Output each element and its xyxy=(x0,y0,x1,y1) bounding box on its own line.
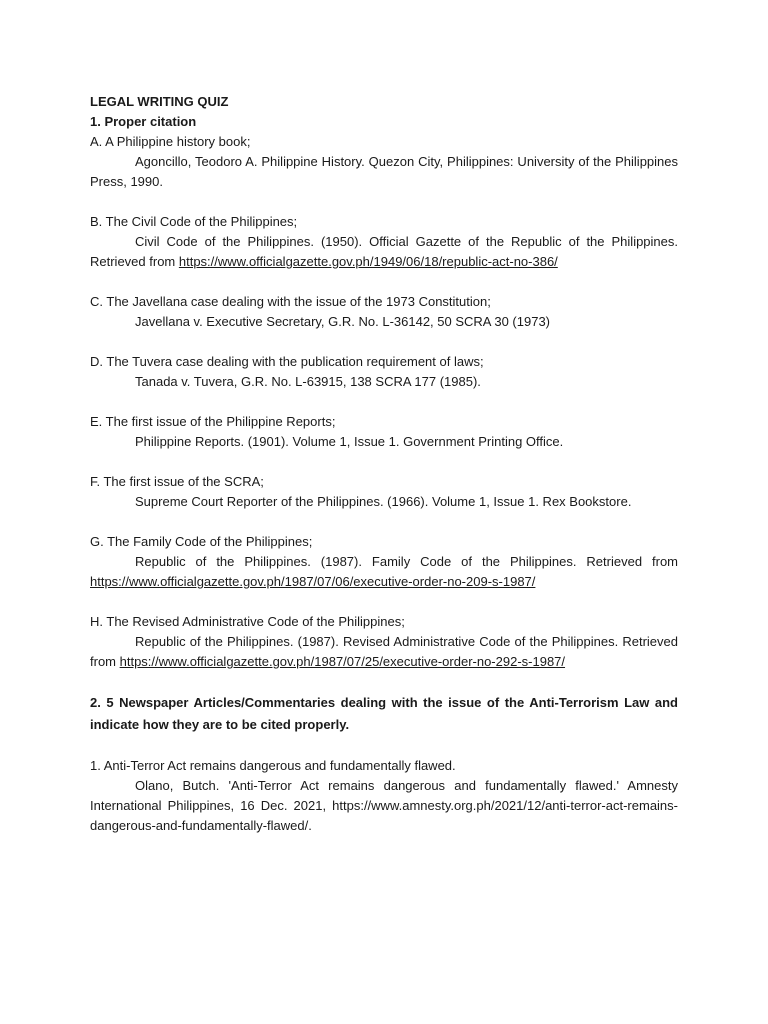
citation-text xyxy=(90,232,678,272)
item-label: A. A Philippine history book; xyxy=(90,134,251,149)
article-item-1 xyxy=(90,756,678,836)
citation-item-c xyxy=(90,292,678,332)
citation-item-d xyxy=(90,352,678,392)
item-label: E. The first issue of the Philippine Reports; xyxy=(90,414,336,429)
item-label: B. The Civil Code of the Philippines; xyxy=(90,214,298,229)
citation-text xyxy=(90,552,678,592)
citation-item-a xyxy=(90,132,678,192)
citation-text xyxy=(90,492,678,512)
citation-body: Javellana v. Executive Secretary, G.R. No. L-36142, 50 SCRA 30 (1973) xyxy=(135,314,551,329)
citation-text xyxy=(90,372,678,392)
section1-heading: 1. Proper citation xyxy=(90,114,197,129)
item-label: F. The first issue of the SCRA; xyxy=(90,474,264,489)
document-title: LEGAL WRITING QUIZ xyxy=(90,94,229,109)
citation-item-f xyxy=(90,472,678,512)
citation-body: Olano, Butch. 'Anti-Terror Act remains dangerous and fundamentally flawed.' Amnesty International Philippines, 16 Dec. 2021, https://www.amnesty.org.ph/2021/12/anti-terror-act-remains-dangerous-and-fundamentally-flawed/. xyxy=(90,778,678,833)
citation-item-h xyxy=(90,612,678,672)
item-label: C. The Javellana case dealing with the issue of the 1973 Constitution; xyxy=(90,294,491,309)
citation-body: Republic of the Philippines. (1987). Revised Administrative Code of the Philippines. Retrieved from xyxy=(90,634,678,669)
item-label: 1. Anti-Terror Act remains dangerous and fundamentally flawed. xyxy=(90,758,456,773)
citation-text xyxy=(90,152,678,192)
citation-text xyxy=(90,432,678,452)
item-label: D. The Tuvera case dealing with the publication requirement of laws; xyxy=(90,354,484,369)
citation-item-e xyxy=(90,412,678,452)
document-page xyxy=(90,92,678,856)
citation-body: Tanada v. Tuvera, G.R. No. L-63915, 138 SCRA 177 (1985). xyxy=(135,374,481,389)
item-label: H. The Revised Administrative Code of the Philippines; xyxy=(90,614,405,629)
citation-body: Agoncillo, Teodoro A. Philippine History. Quezon City, Philippines: University of the Philippines Press, 1990. xyxy=(90,154,678,189)
citation-body: Civil Code of the Philippines. (1950). Official Gazette of the Republic of the Philippines. Retrieved from xyxy=(90,234,678,269)
citation-link[interactable]: https://www.officialgazette.gov.ph/1949/06/18/republic-act-no-386/ xyxy=(178,254,558,269)
section2-heading: 2. 5 Newspaper Articles/Commentaries dealing with the issue of the Anti-Terrorism Law and indicate how they are to be cited properly. xyxy=(90,695,678,732)
citation-body: Republic of the Philippines. (1987). Family Code of the Philippines. Retrieved from xyxy=(135,554,678,569)
citation-text xyxy=(90,312,678,332)
item-label: G. The Family Code of the Philippines; xyxy=(90,534,313,549)
citation-text xyxy=(90,776,678,836)
citation-link[interactable]: https://www.officialgazette.gov.ph/1987/07/06/executive-order-no-209-s-1987/ xyxy=(90,574,536,589)
citation-link[interactable]: https://www.officialgazette.gov.ph/1987/07/25/executive-order-no-292-s-1987/ xyxy=(119,654,566,669)
citation-item-g xyxy=(90,532,678,592)
citation-body: Philippine Reports. (1901). Volume 1, Issue 1. Government Printing Office. xyxy=(135,434,564,449)
citation-item-b xyxy=(90,212,678,272)
citation-text xyxy=(90,632,678,672)
citation-body: Supreme Court Reporter of the Philippines. (1966). Volume 1, Issue 1. Rex Bookstore. xyxy=(135,494,632,509)
